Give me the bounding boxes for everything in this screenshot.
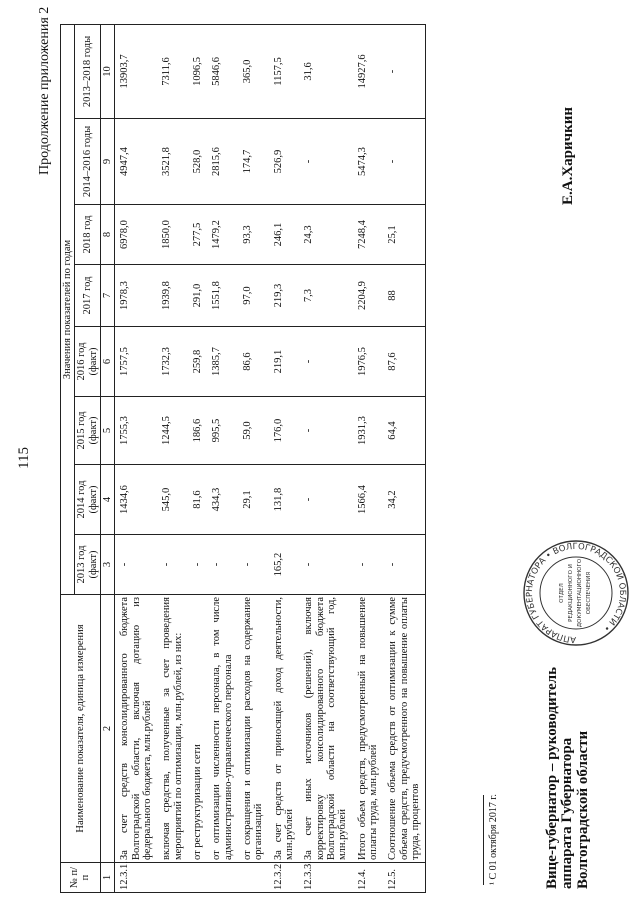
table-row	[383, 24, 425, 892]
row-number: 12.5.	[383, 863, 425, 893]
column-number: 10	[100, 24, 114, 118]
row-value: -	[383, 119, 425, 205]
row-value: 24,3	[299, 205, 352, 265]
row-value: 174,7	[238, 119, 269, 205]
stamp-inner-line: ОБЕСПЕЧЕНИЯ	[586, 571, 592, 615]
row-value: 97,0	[238, 265, 269, 327]
row-value: 6978,0	[115, 205, 157, 265]
row-value: -	[299, 465, 352, 535]
row-value: 1978,3	[115, 265, 157, 327]
row-value: 2815,6	[207, 119, 238, 205]
row-name: За счет средств консолидированного бюджета Волгоградской области, включая дотацию из федерального бюджета, млн.рублей	[115, 595, 157, 863]
row-value: 1385,7	[207, 327, 238, 397]
continuation-label: Продолжение приложения 2	[37, 6, 52, 175]
row-name: от сокращения и оптимизации расходов на содержание организаций	[238, 595, 269, 863]
header-values-group: Значения показателей по годам	[61, 24, 75, 594]
row-value: 3521,8	[157, 119, 188, 205]
row-value: -	[299, 119, 352, 205]
row-name: от реструктуризации сети	[188, 595, 207, 863]
stamp-inner-line: ОТДЕЛ	[559, 583, 565, 603]
row-value: 526,9	[269, 119, 300, 205]
row-value: 1931,3	[353, 397, 384, 465]
stamp-inner-line: РЕДАКЦИОННОГО И	[568, 564, 574, 622]
row-value: -	[115, 535, 157, 595]
table-row	[353, 24, 384, 892]
table-row	[115, 24, 157, 892]
header-year: 2014 год (факт)	[75, 465, 101, 535]
row-value: 87,6	[383, 327, 425, 397]
row-value: 1434,6	[115, 465, 157, 535]
row-number: 12.4.	[353, 863, 384, 893]
row-value: 25,1	[383, 205, 425, 265]
row-number	[207, 863, 238, 893]
row-value: 1757,5	[115, 327, 157, 397]
row-value: 64,4	[383, 397, 425, 465]
column-number: 8	[100, 205, 114, 265]
row-value: -	[299, 535, 352, 595]
row-value: 13903,7	[115, 24, 157, 118]
row-value: 365,0	[238, 24, 269, 118]
row-name: За счет средств от приносящей доход деятельности, млн.рублей	[269, 595, 300, 863]
row-value: 528,0	[188, 119, 207, 205]
table-row	[188, 24, 207, 892]
row-value: 88	[383, 265, 425, 327]
row-number	[188, 863, 207, 893]
row-value: 5474,3	[353, 119, 384, 205]
header-year: 2016 год (факт)	[75, 327, 101, 397]
row-value: 1939,8	[157, 265, 188, 327]
row-number: 12.3.2.	[269, 863, 300, 893]
row-value: 14927,6	[353, 24, 384, 118]
row-value: -	[299, 327, 352, 397]
row-value: 2204,9	[353, 265, 384, 327]
row-value: 995,5	[207, 397, 238, 465]
column-number: 2	[100, 595, 114, 863]
row-value: 186,6	[188, 397, 207, 465]
row-value: 1244,5	[157, 397, 188, 465]
row-name: включая средства, полученные за счет проведения мероприятий по оптимизации, млн.рублей, из них:	[157, 595, 188, 863]
row-value: 1755,3	[115, 397, 157, 465]
row-value: 1157,5	[269, 24, 300, 118]
column-number: 1	[100, 863, 114, 893]
header-year: 2014–2016 годы	[75, 119, 101, 205]
column-number: 3	[100, 535, 114, 595]
row-value: 165,2	[269, 535, 300, 595]
header-year: 2018 год	[75, 205, 101, 265]
row-value: 291,0	[188, 265, 207, 327]
column-number: 4	[100, 465, 114, 535]
row-value: 81,6	[188, 465, 207, 535]
table-row	[157, 24, 188, 892]
official-stamp	[522, 539, 630, 647]
signature-line: Волгоградской области	[574, 730, 591, 889]
row-name: от оптимизации численности персонала, в том числе административно-управленческого персонала	[207, 595, 238, 863]
row-number	[157, 863, 188, 893]
row-value: 7,3	[299, 265, 352, 327]
row-name: Соотношение объема средств от оптимизации к сумме объема средств, предусмотренного на повышение оплаты труда, процентов	[383, 595, 425, 863]
row-value: 1096,5	[188, 24, 207, 118]
row-value: 131,8	[269, 465, 300, 535]
row-value: 86,6	[238, 327, 269, 397]
row-value: 259,8	[188, 327, 207, 397]
row-value: -	[238, 535, 269, 595]
row-value: 34,2	[383, 465, 425, 535]
table-row	[207, 24, 238, 892]
row-value: -	[207, 535, 238, 595]
footnote: ¹ С 01 октября 2017 г.	[488, 794, 499, 885]
row-value: 7311,6	[157, 24, 188, 118]
signatory-name: Е.А.Харичкин	[560, 106, 576, 205]
row-value: 1732,3	[157, 327, 188, 397]
row-value: -	[157, 535, 188, 595]
row-value: 29,1	[238, 465, 269, 535]
row-value: 7248,4	[353, 205, 384, 265]
row-number	[238, 863, 269, 893]
header-year: 2015 год (факт)	[75, 397, 101, 465]
column-number: 6	[100, 327, 114, 397]
row-value: -	[383, 24, 425, 118]
table-row	[299, 24, 352, 892]
indicators-table	[60, 24, 426, 893]
row-value: 31,6	[299, 24, 352, 118]
row-value: 1976,5	[353, 327, 384, 397]
table-row	[238, 24, 269, 892]
row-value: -	[383, 535, 425, 595]
stamp-outer-text: АППАРАТ ГУБЕРНАТОРА • ВОЛГОГРАДСКОЙ ОБЛАСТИ •	[524, 541, 628, 645]
row-value: 219,3	[269, 265, 300, 327]
row-value: 1566,4	[353, 465, 384, 535]
column-number: 7	[100, 265, 114, 327]
row-value: 545,0	[157, 465, 188, 535]
row-value: 277,5	[188, 205, 207, 265]
header-name: Наименование показателя, единица измерения	[61, 595, 101, 863]
signature-position	[545, 667, 591, 889]
row-value: 246,1	[269, 205, 300, 265]
row-value: 59,0	[238, 397, 269, 465]
column-number: 5	[100, 397, 114, 465]
header-year: 2017 год	[75, 265, 101, 327]
row-value: 5846,6	[207, 24, 238, 118]
row-value: -	[353, 535, 384, 595]
table-body	[115, 24, 426, 892]
row-name: Итого объем средств, предусмотренный на повышение оплаты труда, млн.рублей	[353, 595, 384, 863]
header-year: 2013 год (факт)	[75, 535, 101, 595]
row-value: 176,0	[269, 397, 300, 465]
row-value: 4947,4	[115, 119, 157, 205]
page-number: 115	[16, 447, 32, 469]
column-number: 9	[100, 119, 114, 205]
header-year: 2013–2018 годы	[75, 24, 101, 118]
stamp-inner-line: ДОКУМЕНТАЦИОННОГО	[577, 558, 583, 628]
row-value: 434,3	[207, 465, 238, 535]
row-number: 12.3.3.	[299, 863, 352, 893]
row-value: 93,3	[238, 205, 269, 265]
row-value: 1551,8	[207, 265, 238, 327]
row-value: -	[299, 397, 352, 465]
row-value: -	[188, 535, 207, 595]
footnote-divider	[483, 795, 484, 885]
row-value: 1479,2	[207, 205, 238, 265]
header-num: № п/п	[61, 863, 101, 893]
row-number: 12.3.1.	[115, 863, 157, 893]
table-row	[269, 24, 300, 892]
row-name: За счет иных источников (решений), включая корректировку консолидированного бюджета Волгоградской области на соответствующий год, млн.рублей	[299, 595, 352, 863]
signature-line: Вице-губернатор – руководитель	[544, 666, 560, 889]
row-value: 219,1	[269, 327, 300, 397]
row-value: 1850,0	[157, 205, 188, 265]
signature-line: аппарата Губернатора	[559, 737, 576, 889]
